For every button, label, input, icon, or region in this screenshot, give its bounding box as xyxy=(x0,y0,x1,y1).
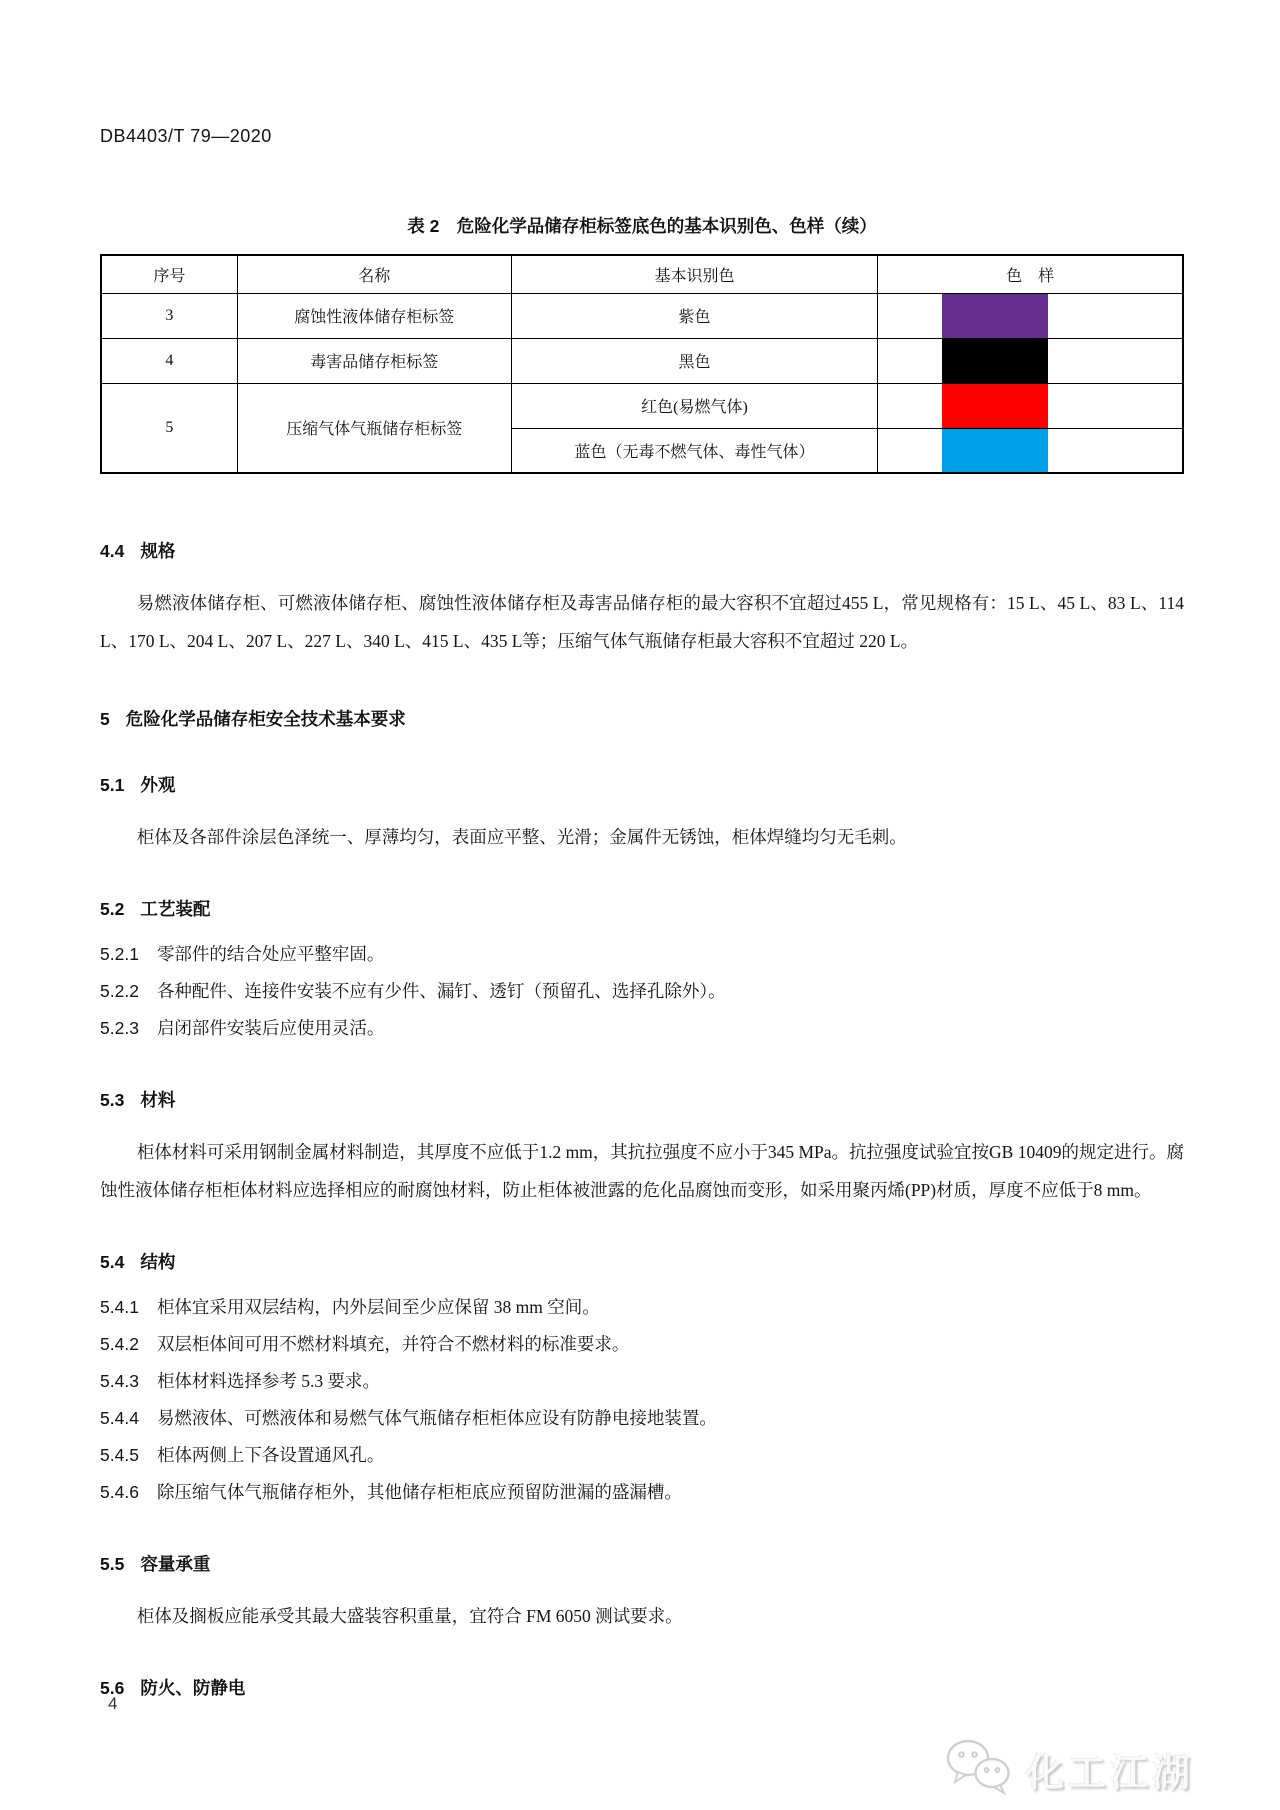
table-row xyxy=(101,338,1183,383)
section-body-5-5: 柜体及搁板应能承受其最大盛装容积重量，宜符合 FM 6050 测试要求。 xyxy=(136,1606,683,1626)
section-title: 结构 xyxy=(140,1252,176,1272)
clause-text: 各种配件、连接件安装不应有少件、漏钉、透钉（预留孔、选择孔除外）。 xyxy=(156,981,726,1001)
cell-basic-color: 蓝色（无毒不燃气体、毒性气体） xyxy=(511,428,878,473)
section-heading-5-3 xyxy=(100,1087,1184,1113)
clause xyxy=(100,1363,1184,1400)
watermark-text: 化工江湖 xyxy=(1025,1753,1194,1795)
blue-color-swatch xyxy=(942,429,1048,473)
cell-sample xyxy=(878,383,1183,428)
cell-sample xyxy=(878,293,1183,338)
section-number: 5 xyxy=(100,709,110,729)
cell-no: 5 xyxy=(101,383,237,473)
clause xyxy=(100,1400,1184,1437)
clause-text: 柜体两侧上下各设置通风孔。 xyxy=(156,1445,385,1465)
section-title: 外观 xyxy=(140,775,176,795)
table-title: 表 2 危险化学品储存柜标签底色的基本识别色、色样（续） xyxy=(407,216,877,236)
col-header-basic-color: 基本识别色 xyxy=(511,255,878,293)
section-heading-5-6 xyxy=(100,1675,1184,1701)
clause xyxy=(100,1289,1184,1326)
cell-basic-color: 紫色 xyxy=(511,293,878,338)
standard-number: DB4403/T 79—2020 xyxy=(100,126,272,146)
cell-no: 4 xyxy=(101,338,237,383)
section-number: 5.5 xyxy=(100,1554,125,1574)
section-title: 规格 xyxy=(140,541,176,561)
table-row xyxy=(101,293,1183,338)
clause-text: 启闭部件安装后应使用灵活。 xyxy=(156,1018,385,1038)
section-body-5-1: 柜体及各部件涂层色泽统一、厚薄均匀，表面应平整、光滑；金属件无锈蚀，柜体焊缝均匀无毛刺。 xyxy=(136,827,907,847)
cell-sample xyxy=(878,428,1183,473)
clause-number: 5.4.3 xyxy=(100,1371,139,1391)
clause xyxy=(100,936,1184,973)
clause xyxy=(100,1326,1184,1363)
section-heading-5 xyxy=(100,706,1184,732)
watermark-logo xyxy=(944,1736,1194,1803)
cell-basic-color: 红色(易燃气体) xyxy=(511,383,878,428)
purple-color-swatch xyxy=(942,294,1048,338)
section-title: 危险化学品储存柜安全技术基本要求 xyxy=(125,709,406,729)
cell-sample xyxy=(878,338,1183,383)
section-number: 5.1 xyxy=(100,775,125,795)
clause-text: 易燃液体、可燃液体和易燃气体气瓶储存柜柜体应设有防静电接地装置。 xyxy=(156,1408,717,1428)
clause-text: 双层柜体间可用不燃材料填充，并符合不燃材料的标准要求。 xyxy=(156,1334,630,1354)
clause-list-5-4 xyxy=(100,1289,1184,1511)
clause-number: 5.4.5 xyxy=(100,1445,139,1465)
clause xyxy=(100,1437,1184,1474)
clause-list-5-2 xyxy=(100,936,1184,1047)
section-body-4-4: 易燃液体储存柜、可燃液体储存柜、腐蚀性液体储存柜及毒害品储存柜的最大容积不宜超过455 L，常见规格有：15 L、45 L、83 L、114 L、170 L、204 L、207 L、227 L、340 L、415 L、435 L等；压缩气体气瓶储存柜最大容积不宜超过 220 L。 xyxy=(100,593,1184,651)
clause-text: 零部件的结合处应平整牢固。 xyxy=(156,944,385,964)
red-color-swatch xyxy=(942,384,1048,428)
clause-text: 除压缩气体气瓶储存柜外，其他储存柜柜底应预留防泄漏的盛漏槽。 xyxy=(156,1482,682,1502)
page-number: 4 xyxy=(108,1694,118,1713)
section-heading-5-4 xyxy=(100,1249,1184,1275)
clause-number: 5.4.1 xyxy=(100,1297,139,1317)
clause xyxy=(100,1010,1184,1047)
clause-number: 5.2.3 xyxy=(100,1018,139,1038)
cell-name: 压缩气体气瓶储存柜标签 xyxy=(237,383,511,473)
section-number: 5.3 xyxy=(100,1090,125,1110)
section-heading-5-5 xyxy=(100,1551,1184,1577)
clause-number: 5.4.2 xyxy=(100,1334,139,1354)
clause-number: 5.4.4 xyxy=(100,1408,139,1428)
section-number: 5.4 xyxy=(100,1252,125,1272)
clause-number: 5.4.6 xyxy=(100,1482,139,1502)
table-row xyxy=(101,383,1183,428)
clause-text: 柜体材料选择参考 5.3 要求。 xyxy=(156,1371,381,1391)
wechat-chat-bubbles-icon xyxy=(944,1736,1018,1803)
col-header-sample: 色 样 xyxy=(878,255,1183,293)
section-title: 工艺装配 xyxy=(140,899,211,919)
section-heading-5-1 xyxy=(100,772,1184,798)
section-title: 材料 xyxy=(140,1090,176,1110)
section-body-5-3: 柜体材料可采用钢制金属材料制造，其厚度不应低于1.2 mm，其抗拉强度不应小于345 MPa。抗拉强度试验宜按GB 10409的规定进行。腐蚀性液体储存柜柜体材料应选择相应的耐腐蚀材料，防止柜体被泄露的危化品腐蚀而变形，如采用聚丙烯(PP)材质，厚度不应低于8 mm。 xyxy=(100,1142,1184,1200)
clause-number: 5.2.2 xyxy=(100,981,139,1001)
cell-basic-color: 黑色 xyxy=(511,338,878,383)
cell-name: 腐蚀性液体储存柜标签 xyxy=(237,293,511,338)
section-number: 4.4 xyxy=(100,541,125,561)
section-number: 5.6 xyxy=(100,1678,125,1698)
clause xyxy=(100,1474,1184,1511)
col-header-name: 名称 xyxy=(237,255,511,293)
cell-no: 3 xyxy=(101,293,237,338)
section-title: 容量承重 xyxy=(140,1554,211,1574)
section-title: 防火、防静电 xyxy=(140,1678,246,1698)
clause xyxy=(100,973,1184,1010)
col-header-no: 序号 xyxy=(101,255,237,293)
clause-number: 5.2.1 xyxy=(100,944,139,964)
cell-name: 毒害品储存柜标签 xyxy=(237,338,511,383)
table-header-row xyxy=(101,255,1183,293)
section-number: 5.2 xyxy=(100,899,125,919)
color-sample-table xyxy=(100,254,1184,474)
clause-text: 柜体宜采用双层结构，内外层间至少应保留 38 mm 空间。 xyxy=(156,1297,600,1317)
section-heading-5-2 xyxy=(100,896,1184,922)
section-heading-4-4 xyxy=(100,538,1184,564)
black-color-swatch xyxy=(942,339,1048,383)
